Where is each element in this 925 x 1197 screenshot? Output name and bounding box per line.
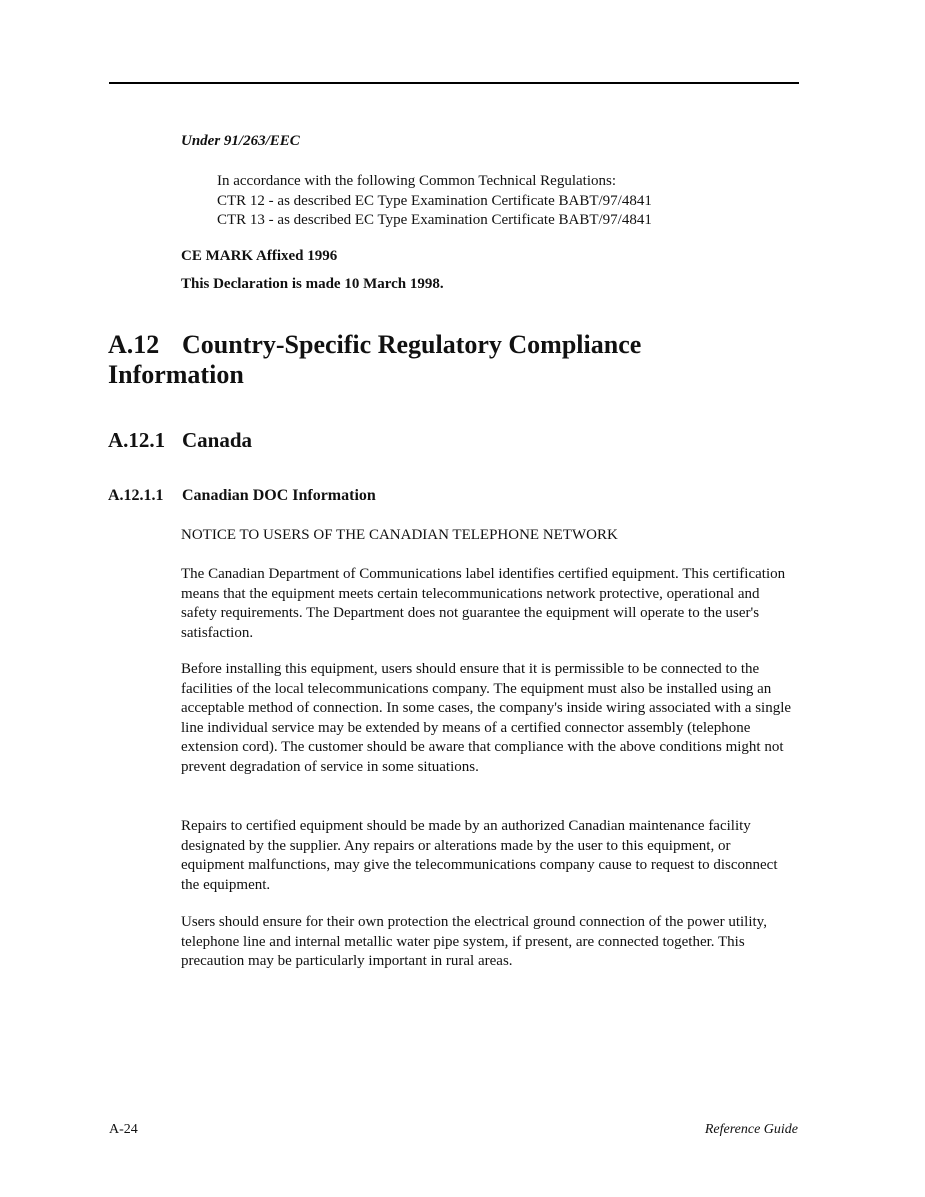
section-title-line2: Information <box>108 360 244 389</box>
ctr13-line: CTR 13 - as described EC Type Examination Certificate BABT/97/4841 <box>217 212 652 228</box>
subsection-title: Canada <box>182 428 253 452</box>
subsubsection-number: A.12.1.1 <box>108 487 164 504</box>
footer-page-number: A-24 <box>109 1122 138 1137</box>
paragraph-2: Before installing this equipment, users should ensure that it is permissible to be connected to the facilities of the local telecommunications company. The equipment must also be installed using an acceptable method of connection. In some cases, the company's inside wiring associated with a single line individual service may be extended by means of a certified connector assembly (telephone extension cord). The customer should be aware that compliance with the above conditions might not prevent degradation of service in some situations. <box>181 661 792 775</box>
section-heading <box>108 330 748 390</box>
paragraph-1: The Canadian Department of Communications label identifies certified equipment. This certification means that the equipment meets certain telecommunications network protective, operational and safety requirements. The Department does not guarantee the equipment will operate to the user's satisfaction. <box>181 566 786 641</box>
regulations-intro: In accordance with the following Common Technical Regulations: <box>217 173 616 189</box>
section-title-line1: Country-Specific Regulatory Compliance <box>182 330 642 359</box>
section-number: A.12 <box>108 330 160 359</box>
notice-line: NOTICE TO USERS OF THE CANADIAN TELEPHONE NETWORK <box>181 527 618 543</box>
ctr12-line: CTR 12 - as described EC Type Examination Certificate BABT/97/4841 <box>217 192 652 209</box>
paragraph-4: Users should ensure for their own protection the electrical ground connection of the power utility, telephone line and internal metallic water pipe system, if present, are connected together. This precaution may be particularly important in rural areas. <box>181 914 767 969</box>
subsection-heading <box>108 428 252 453</box>
ce-mark-line: CE MARK Affixed 1996 <box>181 248 338 264</box>
declaration-line: This Declaration is made 10 March 1998. <box>181 276 444 292</box>
subsection-number: A.12.1 <box>108 428 166 452</box>
header-rule <box>109 82 799 84</box>
directive-heading: Under 91/263/EEC <box>181 133 300 149</box>
footer-doc-title: Reference Guide <box>704 1122 798 1137</box>
subsubsection-title: Canadian DOC Information <box>182 487 376 504</box>
regulations-block <box>217 172 777 231</box>
paragraph-3: Repairs to certified equipment should be made by an authorized Canadian maintenance facility designated by the supplier. Any repairs or alterations made by the user to this equipment, or equipment malfunctions, may give the telecommunications company cause to request to disconnect the equipment. <box>181 818 778 893</box>
subsubsection-heading <box>108 487 376 505</box>
